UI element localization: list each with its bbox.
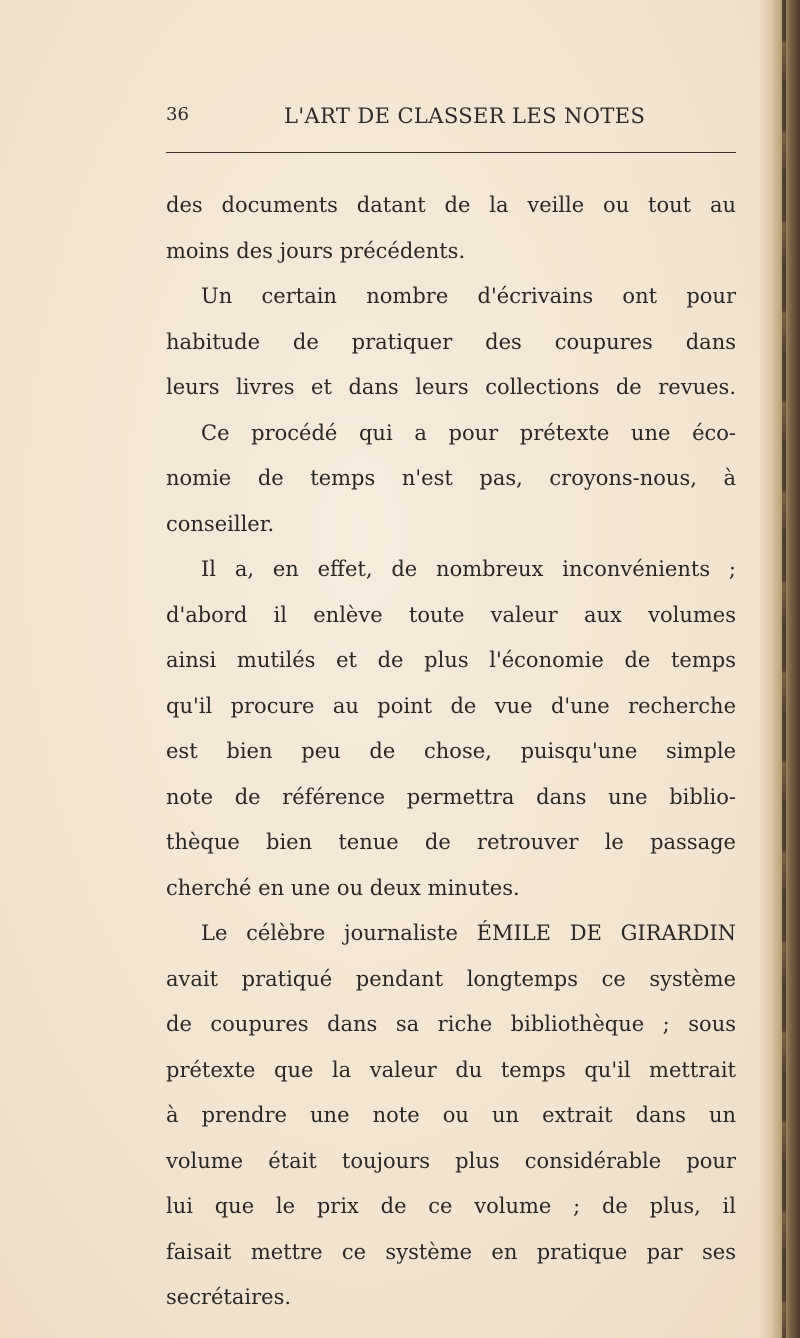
page-number: 36 — [166, 104, 189, 125]
text-line: des documents datant de la veille ou tout au — [166, 193, 736, 217]
page-header — [166, 104, 736, 134]
text-line: prétexte que la valeur du temps qu'il mettrait — [166, 1057, 736, 1082]
text-line: avait pratiqué pendant longtemps ce système — [166, 966, 736, 991]
body-text — [166, 183, 736, 1321]
text-line: lui que le prix de ce volume ; de plus, il — [166, 1194, 736, 1218]
text-line: secrétaires. — [166, 1285, 292, 1309]
text-line: Un certain nombre d'écrivains ont pour — [201, 284, 736, 308]
text-line: Il a, en effet, de nombreux inconvénients ; — [201, 557, 736, 581]
text-line: habitude de pratiquer des coupures dans — [166, 329, 736, 354]
text-line: Ce procédé qui a pour prétexte une éco- — [201, 420, 736, 445]
text-line: leurs livres et dans leurs collections de revues. — [166, 375, 736, 399]
text-line: volume était toujours plus considérable pour — [166, 1148, 736, 1173]
text-line: thèque bien tenue de retrouver le passage — [166, 830, 736, 854]
header-rule — [166, 152, 736, 153]
text-line: nomie de temps n'est pas, croyons-nous, à — [166, 466, 736, 490]
text-line: d'abord il enlève toute valeur aux volumes — [166, 602, 736, 627]
page-edge-binding — [760, 0, 800, 1338]
text-line: Le célèbre journaliste ÉMILE DE GIRARDIN — [201, 921, 736, 945]
text-line: cherché en une ou deux minutes. — [166, 875, 520, 900]
text-line: ainsi mutilés et de plus l'économie de temps — [166, 648, 736, 672]
running-title: L'ART DE CLASSER LES NOTES — [284, 104, 646, 128]
text-line: moins des jours précédents. — [166, 238, 466, 263]
text-line: qu'il procure au point de vue d'une recherche — [166, 693, 736, 718]
text-line: est bien peu de chose, puisqu'une simple — [166, 739, 736, 763]
text-line: faisait mettre ce système en pratique par ses — [166, 1239, 736, 1264]
text-line: conseiller. — [166, 511, 275, 536]
text-line: à prendre une note ou un extrait dans un — [166, 1103, 736, 1127]
text-line: note de référence permettra dans une biblio- — [166, 784, 736, 809]
text-line: de coupures dans sa riche bibliothèque ; sous — [166, 1012, 736, 1036]
